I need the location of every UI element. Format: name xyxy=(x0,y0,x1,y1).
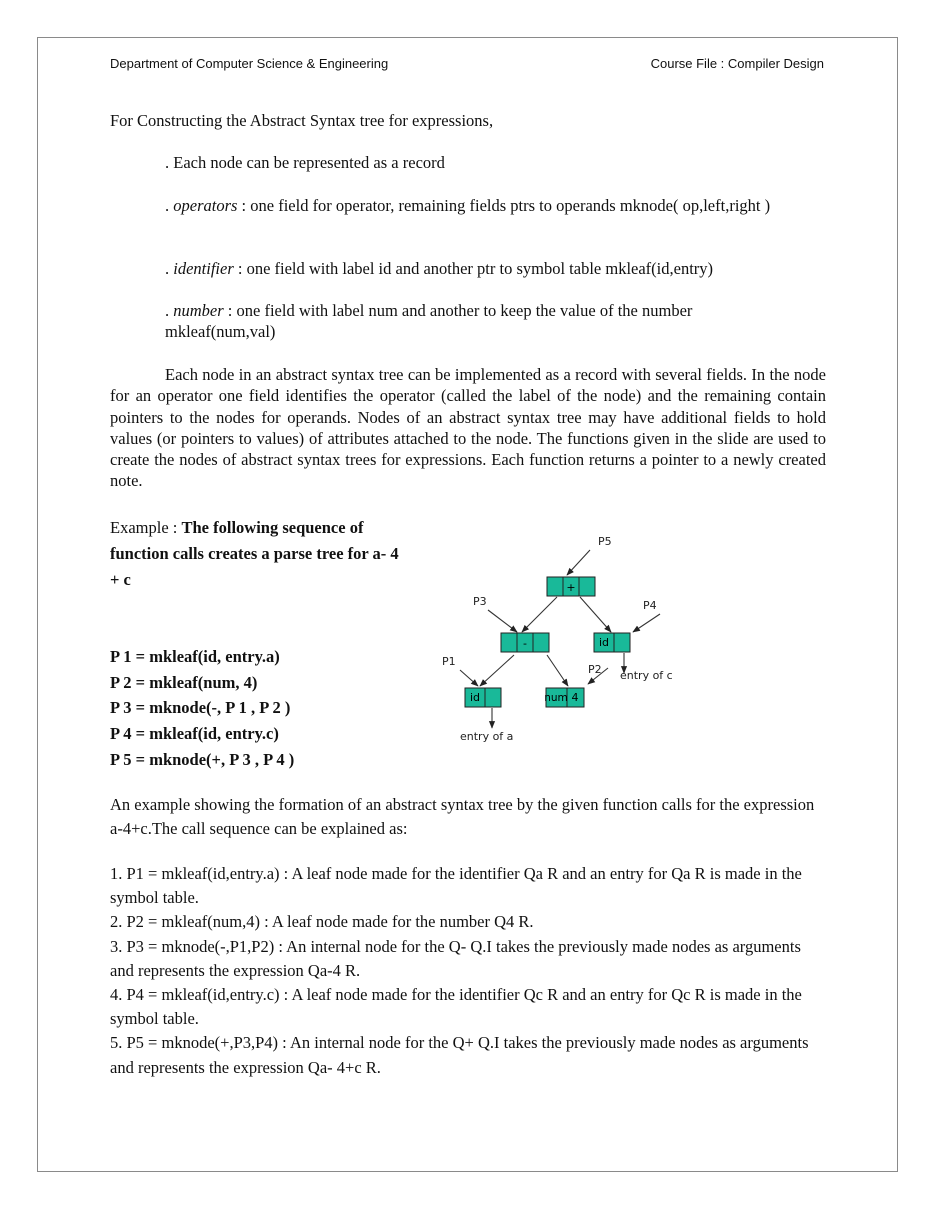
step-item: 1. P1 = mkleaf(id,entry.a) : A leaf node made for the identifier Qa R and an entry for Qa R is made in the symbol table. xyxy=(110,864,802,908)
call-line: P 3 = mknode(-, P 1 , P 2 ) xyxy=(110,698,291,718)
bullet-dot: . xyxy=(165,301,174,320)
node-plus xyxy=(547,577,595,596)
term-number: number xyxy=(173,301,224,320)
label-p2: P2 xyxy=(588,663,602,676)
label-p5: P5 xyxy=(598,535,612,548)
label-num: num xyxy=(544,692,568,704)
node-num xyxy=(544,688,584,707)
step-item: 4. P4 = mkleaf(id,entry.c) : A leaf node made for the identifier Qc R and an entry for Qc R is made in the symbol table. xyxy=(110,985,802,1029)
bullet-operators-text: : one field for operator, remaining fields ptrs to operands mknode( op,left,right ) xyxy=(237,196,771,215)
step-item: 3. P3 = mknode(-,P1,P2) : An internal node for the Q- Q.I takes the previously made nodes as arguments and represents the expression Qa-4 R. xyxy=(110,936,801,980)
example-bold: The following sequence of function calls creates a parse tree for a- 4 + c xyxy=(110,518,399,589)
label-id-a: id xyxy=(469,691,481,704)
node-minus xyxy=(501,633,549,652)
label-entry-a: entry of a xyxy=(460,730,514,743)
call-line: P 4 = mkleaf(id, entry.c) xyxy=(110,724,279,744)
example-label: Example : xyxy=(110,518,182,537)
label-p4: P4 xyxy=(643,599,657,612)
bullet-operators xyxy=(165,195,805,216)
term-operators: operators xyxy=(173,196,238,215)
label-plus: + xyxy=(566,581,576,594)
call-line: P 5 = mknode(+, P 3 , P 4 ) xyxy=(110,749,295,769)
step-item: 2. P2 = mkleaf(num,4) : A leaf node made for the number Q4 R. xyxy=(110,912,534,932)
label-four: 4 xyxy=(571,691,579,704)
explanation-steps xyxy=(110,862,826,1080)
bullet-number xyxy=(165,300,805,342)
label-id-c: id xyxy=(598,636,610,649)
node-id-c xyxy=(594,633,630,652)
bullet-dot: . xyxy=(165,259,174,278)
call-line: P 1 = mkleaf(id, entry.a) xyxy=(110,647,280,666)
syntax-tree-diagram xyxy=(430,528,690,748)
bullet-record: . Each node can be represented as a record xyxy=(165,153,445,172)
bullet-number-text: : one field with label num and another to keep the value of the number mkleaf(num,val) xyxy=(165,301,693,341)
header-department: Department of Computer Science & Engineering xyxy=(110,56,389,71)
bullet-dot: . xyxy=(165,196,174,215)
body-paragraph: Each node in an abstract syntax tree can be implemented as a record with several fields. In the node for an operator one field identifies the operator (called the label of the node) and the remaining contain pointers to the nodes for operands. Nodes of an abstract syntax tree may have additional fields to hold values (or pointers to values) of attributes attached to the node. The functions given in the slide are used to create the nodes of abstract syntax trees for expressions. Each function returns a pointer to a newly created note. xyxy=(110,365,826,491)
explanation-intro: An example showing the formation of an abstract syntax tree by the given function calls for the expression a-4+c.The call sequence can be explained as: xyxy=(110,795,815,838)
label-minus: - xyxy=(523,637,527,650)
label-p1: P1 xyxy=(442,655,456,668)
call-line: P 2 = mkleaf(num, 4) xyxy=(110,672,258,692)
bullet-identifier-text: : one field with label id and another ptr to symbol table mkleaf(id,entry) xyxy=(233,259,714,278)
term-identifier: identifier xyxy=(173,259,234,278)
node-id-a xyxy=(465,688,501,707)
example-heading xyxy=(110,515,410,593)
intro-line: For Constructing the Abstract Syntax tree for expressions, xyxy=(110,111,494,130)
label-p3: P3 xyxy=(473,595,487,608)
step-item: 5. P5 = mknode(+,P3,P4) : An internal node for the Q+ Q.I takes the previously made nodes as arguments and represents the expression Qa- 4+c R. xyxy=(110,1033,809,1077)
label-entry-c: entry of c xyxy=(620,669,673,682)
bullet-identifier xyxy=(165,258,805,279)
header-course: Course File : Compiler Design xyxy=(650,56,824,71)
function-calls xyxy=(110,644,294,773)
pointer-labels xyxy=(442,535,673,743)
